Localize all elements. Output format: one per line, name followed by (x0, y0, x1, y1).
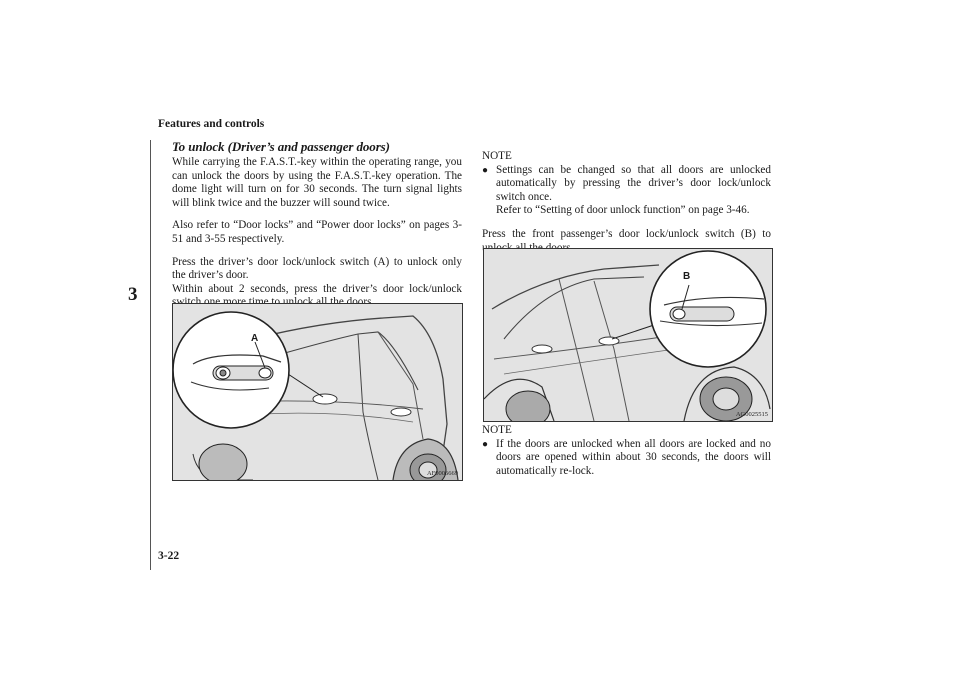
passenger-door-illustration (483, 248, 773, 422)
note-1-refer: Refer to “Setting of door unlock function” on page 3-46. (496, 204, 750, 217)
bullet-icon: ● (482, 438, 489, 450)
figure-code-a: AF0006669 (426, 470, 458, 477)
chapter-number: 3 (128, 284, 138, 305)
section-title: Features and controls (158, 118, 265, 130)
note-block-2 (482, 424, 771, 485)
note-heading-2: NOTE (482, 424, 512, 436)
left-column (172, 139, 462, 319)
note-item-2 (482, 438, 771, 479)
switch-label-a: A (251, 333, 259, 344)
paragraph-passenger-switch: Press the front passenger’s door lock/unlock switch (B) to (482, 227, 771, 240)
paragraph-refer: Also refer to “Door locks” and “Power door locks” on pages 3-51 and 3-55 respectively. (172, 219, 462, 245)
paragraph-press-again: Within about 2 seconds, press the driver’s door lock/unlock (172, 282, 462, 295)
driver-door-drawing (173, 304, 462, 480)
note-1-text: Settings can be changed so that all doors are unlocked automatically by pressing the driver’s door lock/unlock switch once. (496, 163, 771, 203)
note-2-text: If the doors are unlocked when all doors are locked and no doors are opened within about 30 seconds, the doors will automatically re-lock. (496, 437, 771, 477)
note-item-1 (482, 164, 771, 218)
unlock-heading: To unlock (Driver’s and passenger doors) (172, 139, 390, 154)
switch-label-b: B (683, 271, 691, 282)
note-heading-1: NOTE (482, 150, 512, 162)
paragraph-fast-key: While carrying the F.A.S.T.-key within the operating range, you can unlock the doors by using the F.A.S.T.-key operation. The dome light will turn on for 30 seconds. The turn signal lights will blink twice and the buzzer will sound twice. (172, 156, 462, 209)
chapter-rule (150, 140, 151, 570)
paragraph-driver-switch: Press the driver’s door lock/unlock switch (A) to unlock only the driver’s door. (172, 255, 462, 282)
passenger-door-drawing (484, 249, 772, 421)
driver-door-illustration (172, 303, 463, 481)
page-number: 3-22 (158, 550, 180, 562)
figure-code-b: AG0025515 (735, 411, 768, 418)
bullet-icon: ● (482, 164, 489, 176)
